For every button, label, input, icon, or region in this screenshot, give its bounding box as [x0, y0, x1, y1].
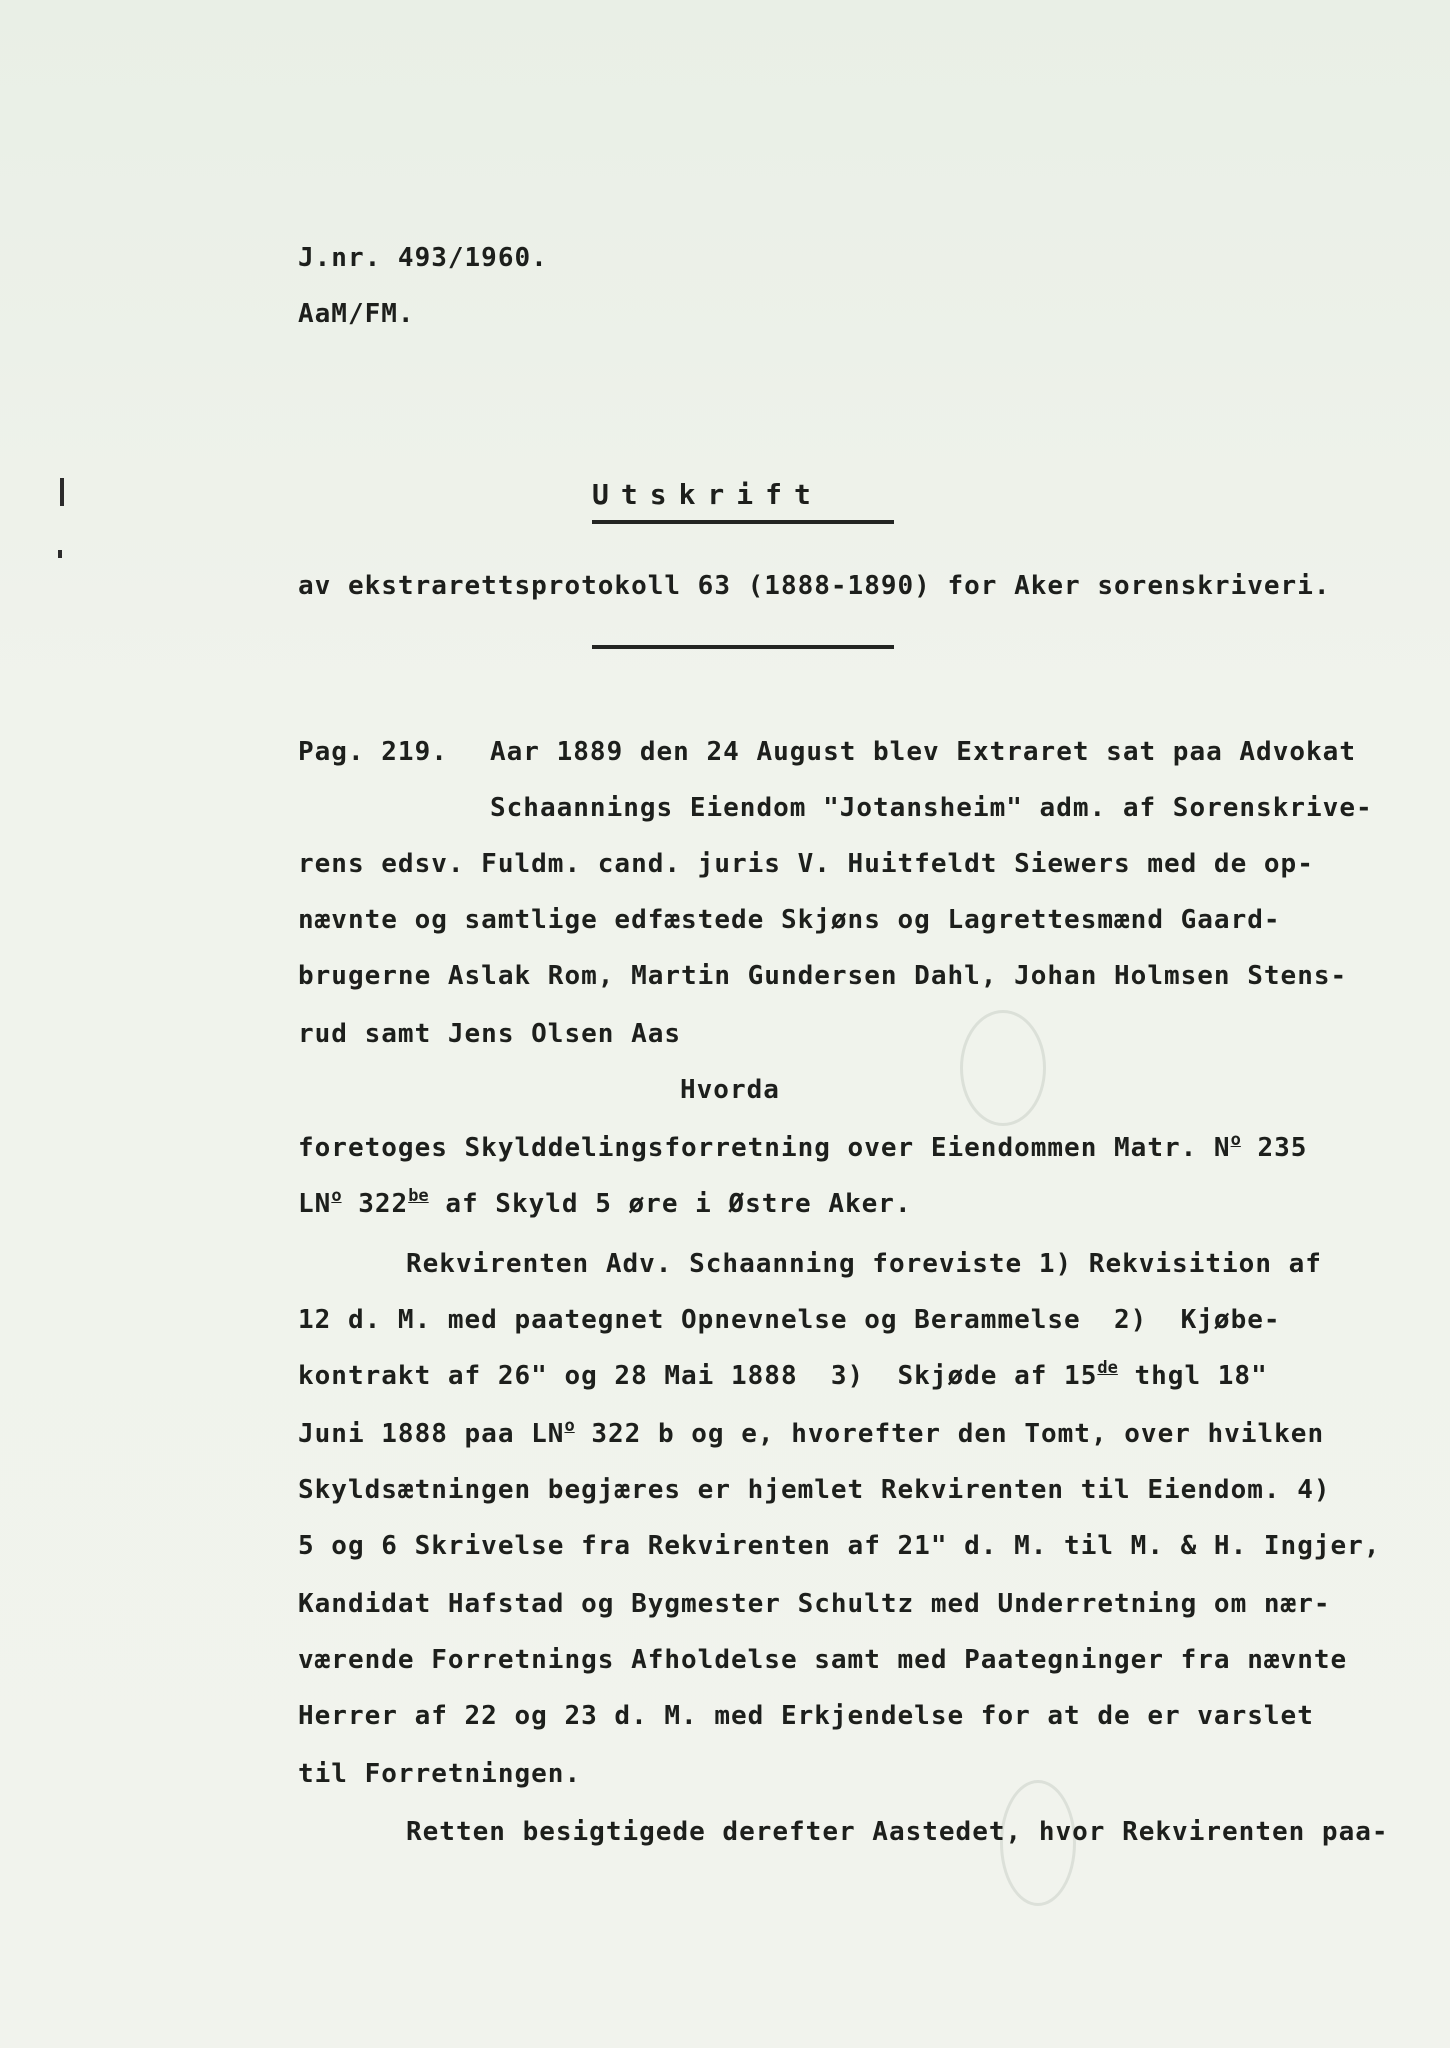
text-segment: thgl 18" — [1117, 1361, 1268, 1391]
initials: AaM/FM. — [298, 299, 415, 329]
journal-number: J.nr. 493/1960. — [298, 243, 548, 273]
document-subtitle: av ekstrarettsprotokoll 63 (1888-1890) for Aker sorenskriveri. — [298, 571, 1331, 601]
text-segment: Juni 1888 paa LN — [298, 1419, 565, 1449]
body-line — [298, 1188, 912, 1223]
text-segment: af Skyld 5 øre i Østre Aker. — [428, 1189, 912, 1219]
body-line: nævnte og samtlige edfæstede Skjøns og Lagrettesmænd Gaard- — [298, 905, 1281, 935]
page-reference: Pag. 219. — [298, 737, 448, 767]
body-line: Kandidat Hafstad og Bygmester Schultz med Underretning om nær- — [298, 1589, 1331, 1619]
body-line: rens edsv. Fuldm. cand. juris V. Huitfeldt Siewers med de op- — [298, 849, 1314, 879]
divider-rule — [592, 645, 894, 649]
text-segment: 322 — [341, 1189, 409, 1219]
body-line: rud samt Jens Olsen Aas — [298, 1019, 682, 1049]
faint-stamp-mark — [960, 1010, 1046, 1126]
body-line: Skyldsætningen begjæres er hjemlet Rekvirenten til Eiendom. 4) — [298, 1475, 1331, 1505]
text-segment: 322 b og e, hvorefter den Tomt, over hvilken — [574, 1419, 1325, 1449]
body-line: 5 og 6 Skrivelse fra Rekvirenten af 21" d. M. til M. & H. Ingjer, — [298, 1531, 1381, 1561]
body-line: Retten besigtigede derefter Aastedet, hvor Rekvirenten paa- — [406, 1817, 1389, 1847]
superscript: o — [564, 1416, 575, 1436]
text-segment: foretoges Skylddelingsforretning over Eiendommen Matr. N — [298, 1133, 1231, 1163]
body-line: Rekvirenten Adv. Schaanning foreviste 1) Rekvisition af — [406, 1249, 1322, 1279]
superscript: de — [1097, 1358, 1118, 1378]
text-segment: 235 — [1240, 1133, 1308, 1163]
body-heading: Hvorda — [680, 1075, 780, 1105]
body-line: Schaannings Eiendom "Jotansheim" adm. af Sorenskrive- — [490, 793, 1373, 823]
body-line: brugerne Aslak Rom, Martin Gundersen Dahl, Johan Holmsen Stens- — [298, 961, 1348, 991]
title-underline — [592, 520, 894, 524]
superscript: o — [331, 1186, 342, 1206]
body-line — [298, 1418, 1324, 1453]
superscript: o — [1230, 1130, 1241, 1150]
body-line: 12 d. M. med paategnet Opnevnelse og Berammelse 2) Kjøbe- — [298, 1305, 1281, 1335]
body-line: til Forretningen. — [298, 1759, 582, 1789]
body-line — [298, 1360, 1268, 1395]
superscript: be — [408, 1186, 429, 1206]
margin-mark — [60, 478, 64, 506]
text-segment: kontrakt af 26" og 28 Mai 1888 3) Skjøde af 15 — [298, 1361, 1098, 1391]
body-line: Aar 1889 den 24 August blev Extraret sat paa Advokat — [490, 737, 1356, 767]
body-line: Herrer af 22 og 23 d. M. med Erkjendelse for at de er varslet — [298, 1701, 1314, 1731]
document-title: Utskrift — [592, 478, 823, 511]
body-line — [298, 1132, 1307, 1167]
text-segment: LN — [298, 1189, 332, 1219]
body-line: værende Forretnings Afholdelse samt med Paategninger fra nævnte — [298, 1645, 1348, 1675]
margin-mark-2 — [58, 550, 62, 558]
